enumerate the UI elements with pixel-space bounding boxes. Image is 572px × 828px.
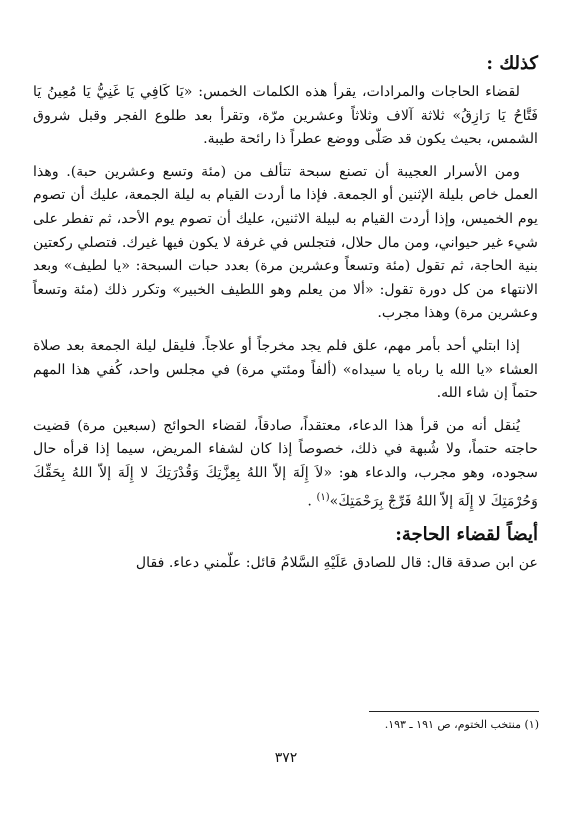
section-heading-also-for-need: أيضاً لقضاء الحاجة: (395, 523, 538, 545)
supplication-text: يُنقل أنه من قرأ هذا الدعاء، معتقداً، صادقاً، لقضاء الحوائج (سبعين مرة) قضيت حاجته حتماً، ولا شُبهة في ذلك، خصوصاً إذا كان لشفاء المريض، سيما إذا قرأه حال سجوده، وهو مجرب، والدعاء هو: «لاَ إِلَهَ إلاّ اللهُ بِعِزَّتِكَ وَقُدْرَتِكَ لا إِلَهَ إلاّ اللهُ بِحَقِّكَ وَحُرْمَتِكَ لا إِلَهَ إلاّ اللهُ فَرِّجْ بِرَحْمَتِكَ» (33, 417, 538, 510)
page-number: ٣٧٢ (274, 750, 298, 766)
paragraph-rosary-secret: ومن الأسرار العجيبة أن تصنع سبحة تتألف من (مئة وتسع وعشرين حبة). وهذا العمل خاص بليلة الإثنين أو الجمعة. فإذا ما أردت القيام به ليلة الجمعة، عليك أن تصوم يوم الخميس، وإذا أردت القيام به لبيلة الاثنين، عليك أن تصوم يوم الأحد، ثم تفطر على شيء غير حيواني، ومن مال حلال، فتجلس في غرفة لا يكون فيها غيرك. فتصلي ركعتين بنية الحاجة، ثم تقول (مئة وتسعاً وعشرين مرة) بعدد حبات السبحة: «يا لطيف» وبعد الانتهاء من كل دورة تقول: «ألا من يعلم وهو اللطيف الخبير» وتكرر ذلك (مئة وتسعاً وعشرين مرة) وهذا مجرب. (33, 163, 538, 322)
footnote: (١) منتخب الختوم، ص ١٩١ ـ ١٩٣. (384, 718, 539, 731)
page-body (33, 52, 538, 575)
paragraph-important-matter: إذا ابتلي أحد بأمر مهم، علق فلم يجد مخرجاً أو علاجاً. فليقل ليلة الجمعة بعد صلاة العشاء «يا الله يا رباه يا سيداه» (ألفاً ومئتي مرة) في مجلس واحد، كُفي هذا المهم حتماً إن شاء الله. (33, 337, 538, 402)
section-heading-kadhalik: كذلك : (486, 53, 538, 74)
paragraph-supplication (33, 415, 538, 514)
closing-dot: . (307, 493, 317, 510)
paragraph-five-words: لقضاء الحاجات والمرادات، يقرأ هذه الكلمات الخمس: «يَا كَافِي يَا غَنِيُّ يَا مُعِينُ يَا فَتَّاحُ يَا رَازِقُ» ثلاثة آلاف وثلاثاً وعشرين مرّة، وتقرأ بعد طلوع الفجر وقبل شروق الشمس، بحيث يكون قد صَلّى ووضع عطراً ذا رائحة طيبة. (33, 84, 538, 148)
footnote-reference[interactable]: (١) (316, 491, 330, 503)
paragraph-ibn-sadaqa: عن ابن صدقة قال: قال للصادق عَلَيْهِ السَّلامُ قائل: علّمني دعاء. فقال (135, 554, 538, 571)
footnote-divider (369, 711, 539, 712)
